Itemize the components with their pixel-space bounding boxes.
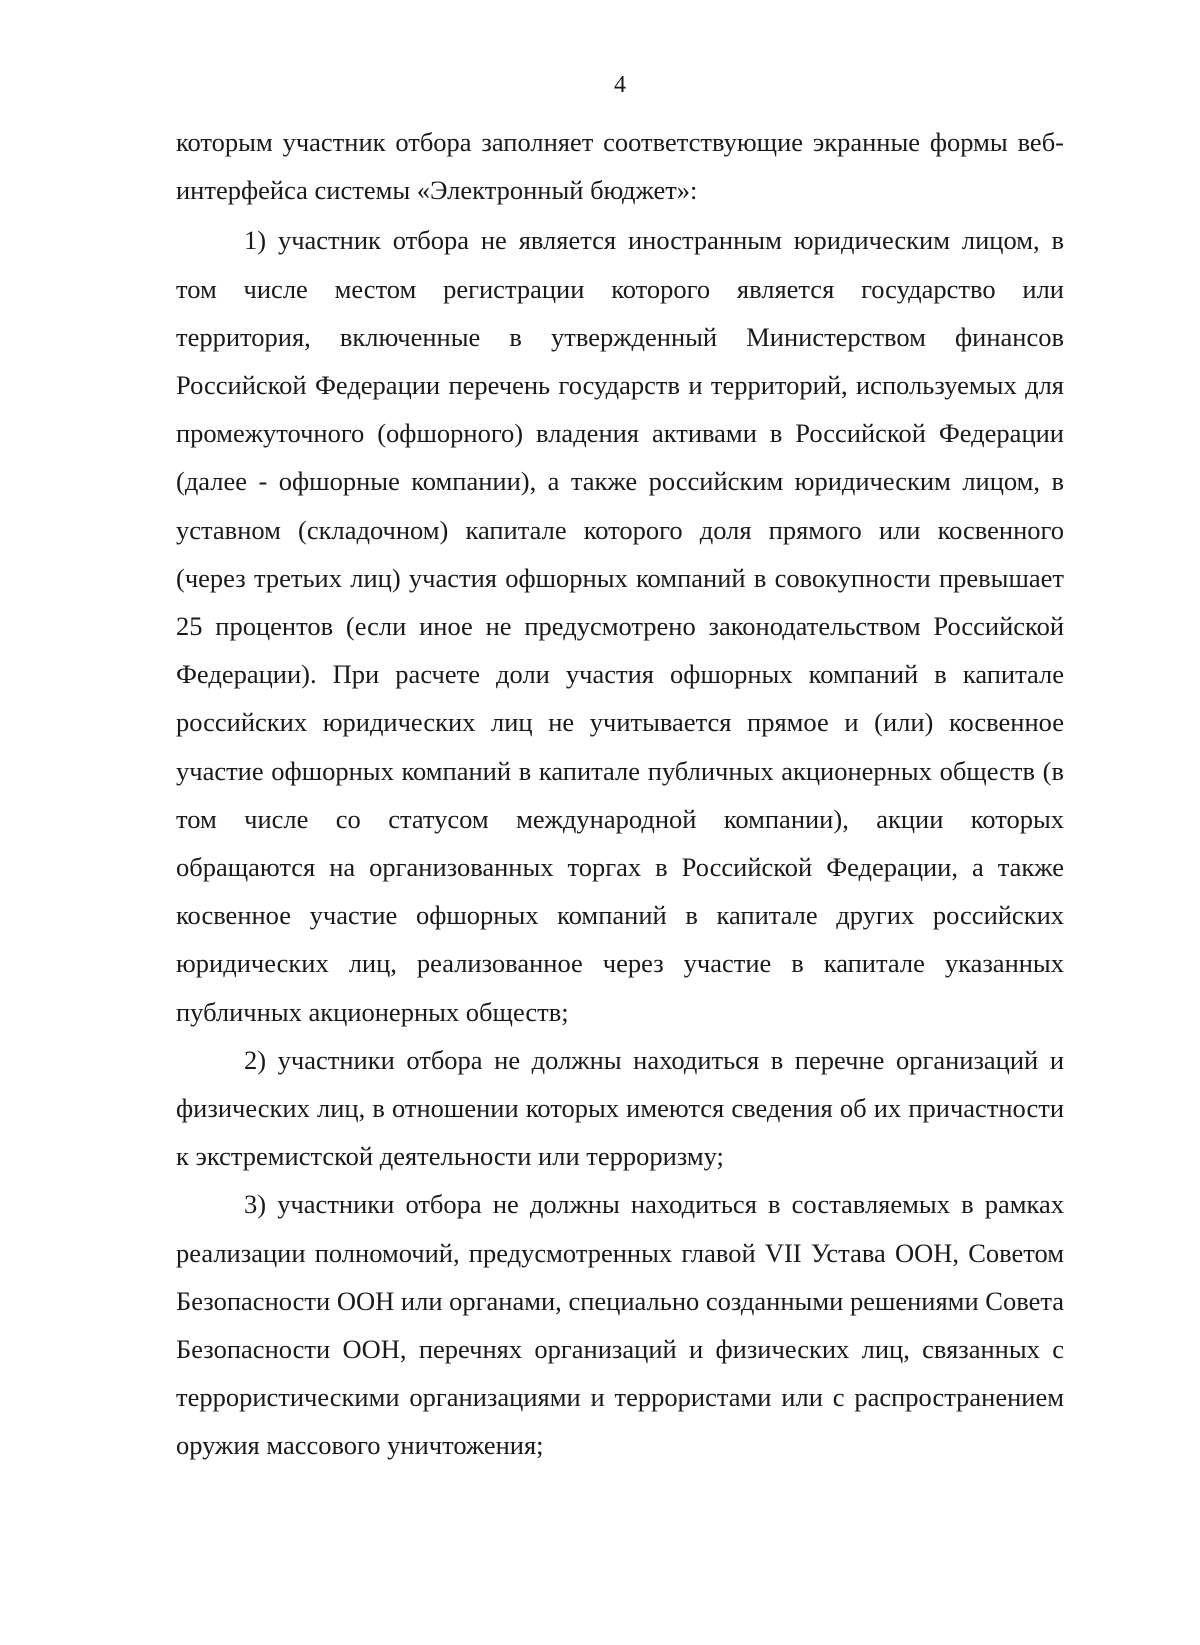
page-number: 4	[614, 72, 626, 98]
paragraph-item-2: 2) участники отбора не должны находиться в перечне организаций и физических лиц, в отношении которых имеются сведения об их причастности к экстремистской деятельности или терроризму;	[176, 1044, 1064, 1172]
paragraph-continuation: которым участник отбора заполняет соответствующие экранные формы веб-интерфейса системы «Электронный бюджет»:	[176, 127, 1064, 206]
paragraph-item-1: 1) участник отбора не является иностранным юридическим лицом, в том числе местом регистрации которого является государство или территория, включенные в утвержденный Министерством финансов Российской Федерации перечень государств и территорий, используемых для промежуточного (офшорного) владения активами в Российской Федерации (далее - офшорные компании), а также российским юридическим лицом, в уставном (складочном) капитале которого доля прямого или косвенного (через третьих лиц) участия офшорных компаний в совокупности превышает 25 процентов (если иное не предусмотрено законодательством Российской Федерации). При расчете доли участия офшорных компаний в капитале российских юридических лиц не учитывается прямое и (или) косвенное участие офшорных компаний в капитале публичных акционерных обществ (в том числе со статусом международной компании), акции которых обращаются на организованных торгах в Российской Федерации, а также косвенное участие офшорных компаний в капитале других российских юридических лиц, реализованное через участие в капитале указанных публичных акционерных обществ;	[176, 225, 1064, 1027]
document-body	[176, 118, 1064, 1470]
paragraph-item-3: 3) участники отбора не должны находиться в составляемых в рамках реализации полномочий, предусмотренных главой VII Устава ООН, Советом Безопасности ООН или органами, специально созданными решениями Совета Безопасности ООН, перечнях организаций и физических лиц, связанных с террористическими организациями и террористами или с распространением оружия массового уничтожения;	[176, 1189, 1064, 1461]
